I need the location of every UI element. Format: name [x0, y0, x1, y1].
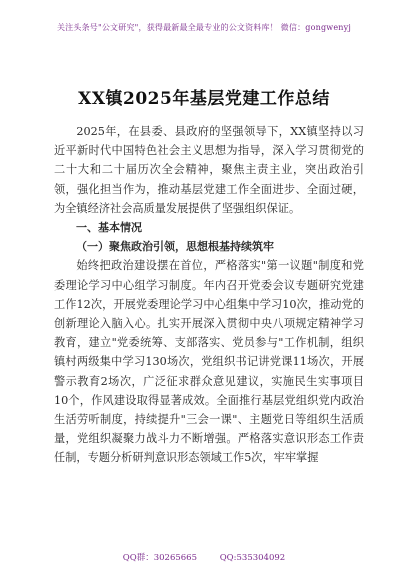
- footer-qq: QQ:535304092: [219, 553, 286, 563]
- subsection-heading: （一）聚焦政治引领，思想根基持续筑牢: [76, 240, 274, 254]
- footer: [0, 551, 408, 563]
- document-body: [54, 122, 364, 468]
- body-paragraph: 始终把政治建设摆在首位，严格落实"第一议题"制度和党委理论学习中心组学习制度。年内召开党委会议专题研究党建工作12次，开展党委理论学习中心组集中学习10次，推动党的创新理论入脑入心。扎实开展深入贯彻中央八项规定精神学习教育，建立"党委统筹、支部落实、党员参与"工作机制，组织镇村两级集中学习130场次，党组织书记讲党课11场次，开展警示教育2场次，广泛征求群众意见建议，实施民生实事项目10个，作风建设取得显著成效。全面推行基层党组织党内政治生活劳听制度，持续提升"三会一课"、主题党日等组织生活质量，党组织凝聚力战斗力不断增强。严格落实意识形态工作责任制，专题分析研判意识形态领域工作5次，牢牢掌握: [54, 259, 364, 465]
- section-heading: 一、基本情况: [76, 221, 142, 235]
- document-title: XX镇2025年基层党建工作总结: [78, 89, 330, 109]
- footer-qq-group: QQ群：30265665: [122, 553, 197, 563]
- header-note: 关注头条号"公文研究"，获得最新最全最专业的公文资料库！ 微信：gongwenyj: [56, 23, 352, 32]
- intro-paragraph: 2025年，在县委、县政府的坚强领导下，XX镇坚持以习近平新时代中国特色社会主义思想为指导，深入学习贯彻党的二十大和二十届历次全会精神，聚焦主责主业，突出政治引领，强化担当作为，推动基层党建工作全面进步、全面过硬，为全镇经济社会高质量发展提供了坚强组织保证。: [54, 125, 364, 215]
